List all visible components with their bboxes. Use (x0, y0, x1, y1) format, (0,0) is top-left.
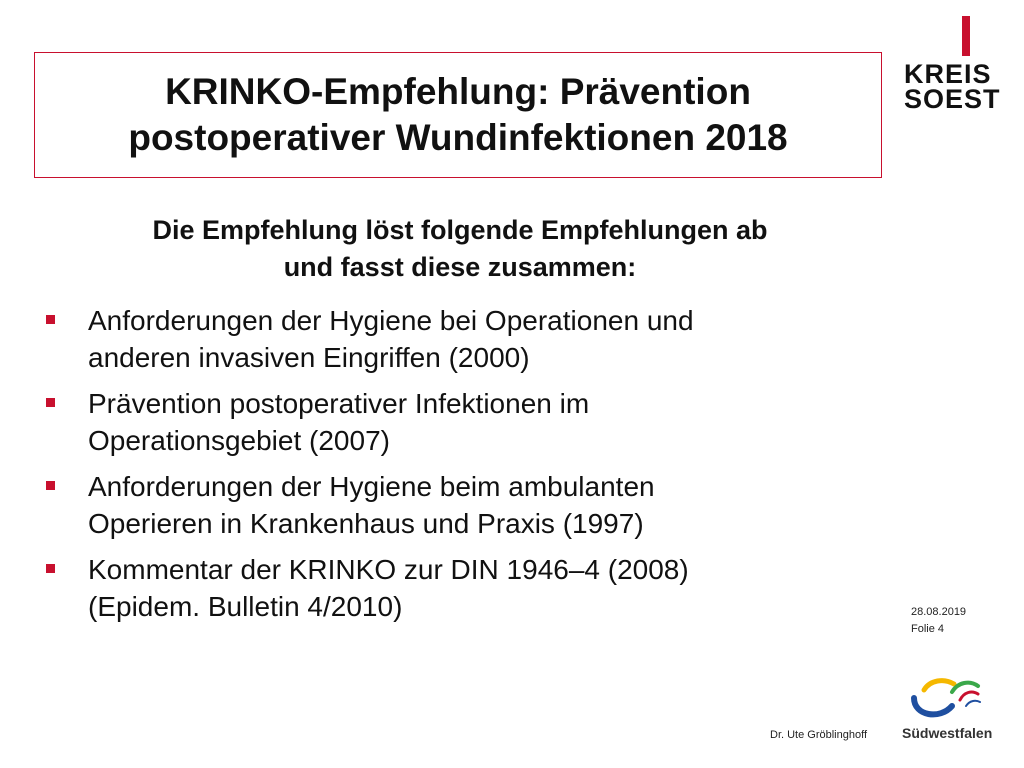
bullet-item (42, 302, 862, 376)
bullet-text: Anforderungen der Hygiene bei Operationen und anderen invasiven Eingriffen (2000) (88, 305, 694, 373)
bullet-item (42, 385, 862, 459)
logo-word-soest: SOEST (904, 84, 1001, 114)
title-box (34, 52, 882, 178)
author-name: Dr. Ute Gröblinghoff (770, 729, 868, 741)
suedwestfalen-logo-text: Südwestfalen (902, 725, 993, 741)
bullet-text: Anforderungen der Hygiene beim ambulanten Operieren in Krankenhaus und Praxis (1997) (88, 471, 655, 539)
bullet-square-icon (46, 398, 55, 407)
suedwestfalen-swirl-icon (900, 670, 1000, 726)
slide-title: KRINKO-Empfehlung: Prävention postoperativer Wundinfektionen 2018 (128, 71, 788, 158)
bullet-item (42, 551, 862, 625)
bullet-item (42, 468, 862, 542)
bullet-text: Prävention postoperativer Infektionen im Operationsgebiet (2007) (88, 388, 590, 456)
bullet-square-icon (46, 315, 55, 324)
slide-date: 28.08.2019 (911, 606, 967, 618)
intro-text: Die Empfehlung löst folgende Empfehlungen ab und fasst diese zusammen: (152, 215, 768, 282)
bullet-square-icon (46, 481, 55, 490)
bullet-list (42, 302, 862, 634)
logo-bar (962, 16, 970, 56)
suedwestfalen-logo (900, 670, 1000, 760)
bullet-square-icon (46, 564, 55, 573)
slide-number: Folie 4 (911, 623, 945, 635)
bullet-text: Kommentar der KRINKO zur DIN 1946–4 (2008) (Epidem. Bulletin 4/2010) (88, 554, 689, 622)
kreis-soest-logo (904, 16, 1001, 116)
logo-word-kreis: KREIS (904, 59, 992, 89)
